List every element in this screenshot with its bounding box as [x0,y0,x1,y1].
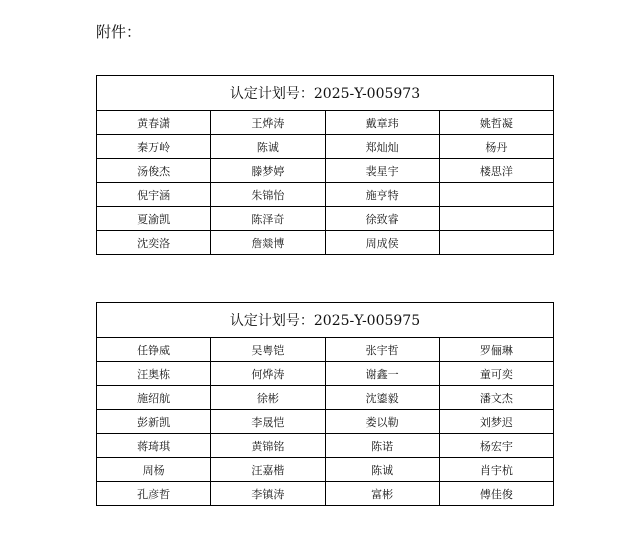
table-row [97,410,554,434]
name-cell: 富彬 [325,482,439,506]
name-cell: 李晟恺 [211,410,325,434]
plan-table-2 [96,302,554,506]
plan-title: 认定计划号：2025-Y-005975 [97,303,554,338]
table-row [97,338,554,362]
name-cell: 蒋琦琪 [97,434,211,458]
table-row [97,434,554,458]
name-cell: 黄春潇 [97,111,211,135]
name-cell: 吴粤铠 [211,338,325,362]
name-cell: 夏渝凯 [97,207,211,231]
name-cell: 李镇涛 [211,482,325,506]
table-row [97,159,554,183]
table-row [97,135,554,159]
name-cell: 汪嘉楷 [211,458,325,482]
empty-cell [439,207,553,231]
table-row [97,482,554,506]
name-cell: 戴章玮 [325,111,439,135]
plan-title: 认定计划号：2025-Y-005973 [97,76,554,111]
name-cell: 秦万岭 [97,135,211,159]
name-cell: 陈诚 [325,458,439,482]
name-cell: 罗俪琳 [439,338,553,362]
table-row [97,458,554,482]
name-cell: 王烨涛 [211,111,325,135]
name-cell: 何烨涛 [211,362,325,386]
name-cell: 朱锦怡 [211,183,325,207]
name-cell: 沈鎏毅 [325,386,439,410]
name-cell: 郑灿灿 [325,135,439,159]
name-cell: 杨宏宇 [439,434,553,458]
name-cell: 周成侯 [325,231,439,255]
name-cell: 娄以勒 [325,410,439,434]
name-cell: 肖宇杭 [439,458,553,482]
name-cell: 施绍航 [97,386,211,410]
name-cell: 童可奕 [439,362,553,386]
name-cell: 任铮威 [97,338,211,362]
table-row [97,386,554,410]
name-cell: 傅佳俊 [439,482,553,506]
name-cell: 孔彦哲 [97,482,211,506]
name-cell: 周杨 [97,458,211,482]
name-cell: 徐致睿 [325,207,439,231]
name-cell: 徐彬 [211,386,325,410]
name-cell: 杨丹 [439,135,553,159]
name-cell: 彭新凯 [97,410,211,434]
name-cell: 陈诺 [325,434,439,458]
name-cell: 陈泽奇 [211,207,325,231]
name-cell: 施亨特 [325,183,439,207]
name-cell: 谢鑫一 [325,362,439,386]
name-cell: 滕梦婷 [211,159,325,183]
name-cell: 倪宇涵 [97,183,211,207]
table-title-row [97,303,554,338]
table-row [97,231,554,255]
name-cell: 潘文杰 [439,386,553,410]
plan-table-1 [96,75,554,255]
empty-cell [439,231,553,255]
table-row [97,207,554,231]
name-cell: 姚哲凝 [439,111,553,135]
name-cell: 沈奕洛 [97,231,211,255]
empty-cell [439,183,553,207]
name-cell: 汪奥栋 [97,362,211,386]
name-cell: 黄锦铭 [211,434,325,458]
name-cell: 詹燚博 [211,231,325,255]
table-title-row [97,76,554,111]
name-cell: 张宇哲 [325,338,439,362]
table-row [97,111,554,135]
attachment-label: 附件： [96,23,142,41]
name-cell: 楼思洋 [439,159,553,183]
name-cell: 裴星宇 [325,159,439,183]
name-cell: 陈诚 [211,135,325,159]
name-cell: 刘梦迟 [439,410,553,434]
name-cell: 汤俊杰 [97,159,211,183]
table-row [97,183,554,207]
table-row [97,362,554,386]
